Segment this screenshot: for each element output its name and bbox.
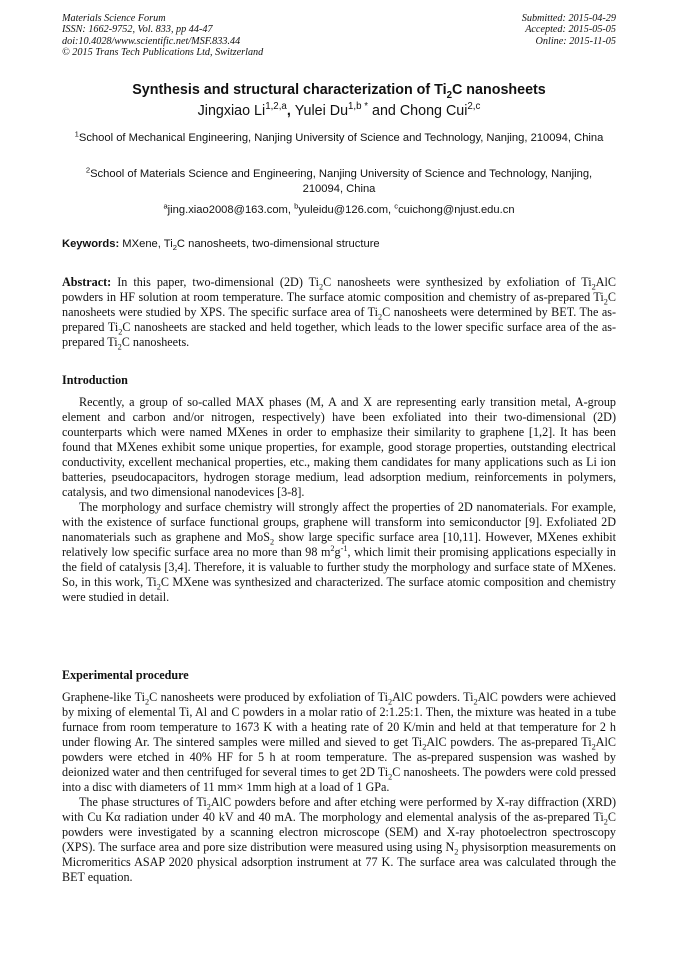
submitted-date: Submitted: 2015-04-29 xyxy=(521,13,616,24)
affiliation-1: $^1$School of Mechanical Engineering, Nanjing University of Science and Technology, Nanjing, 210094, China xyxy=(74,129,604,144)
journal-info xyxy=(62,13,263,59)
author-name: Jingxiao Li xyxy=(197,103,266,119)
affiliation-2: $^2$School of Materials Science and Engineering, Nanjing University of Science and Technology, Nanjing, 210094, China xyxy=(85,165,593,195)
email-link[interactable]: yuleidu@126.com, xyxy=(298,204,395,216)
paper-title: Synthesis and structural characterization of $Ti_2C$ nanosheets xyxy=(132,82,546,101)
paragraph: The phase structures of $Ti_2AlC$ powders before and after etching were performed by X-ray diffraction (XRD) with Cu Kα radiation under 40 kV and 40 mA. The morphology and elemental analysis of the as-prepared $Ti_2C$ powders were investigated by a scanning electron microscope (SEM) and X-ray photoelectron spectroscopy (XPS). The surface area and pore size distribution were measured using using $N_2$ physisorption measurements on Micromeritics ASAP 2020 physical adsorption instrument at 77 K. The surface area was calculated through the BET equation. xyxy=(62,795,616,884)
copyright-line: © 2015 Trans Tech Publications Ltd, Switzerland xyxy=(62,47,264,59)
email-link[interactable]: cuichong@njust.edu.cn xyxy=(398,204,515,216)
author-name: Yulei Du xyxy=(294,103,349,119)
author-emails: $^a$jing.xiao2008@163.com, $^b$yuleidu@126.com, $^c$cuichong@njust.edu.cn xyxy=(163,201,515,216)
dates-info xyxy=(522,13,616,47)
issn-line: ISSN: 1662-9752, Vol. 833, pp 44-47 xyxy=(62,24,213,36)
author-name: Chong Cui xyxy=(399,103,468,119)
email-link[interactable]: jing.xiao2008@163.com, xyxy=(167,204,295,216)
introduction-body xyxy=(62,395,616,605)
paragraph: Graphene-like $Ti_2C$ nanosheets were produced by exfoliation of $Ti_2AlC$ powders. $Ti_2AlC$ powders were achieved by mixing of elemental Ti, Al and C powders in a molar ratio of 2:1.25:1. Then, the mixture was heated in a tube furnace from room temperature to 1673 K with a heating rate of 20 K/min and held at that temperature for 2 h under flowing Ar. The sintered samples were milled and sieved to get $Ti_2AlC$ powders. The as-prepared $Ti_2AlC$ powders were etched in 40% HF for 5 h at room temperature. The as-prepared suspension was washed by deionized water and then centrifuged for several times to get 2D $Ti_2C$ nanosheets. The powders were cold pressed into a disc with diameters of 11 mm× 1mm high at a load of 1 GPa. xyxy=(62,690,617,794)
paragraph: Recently, a group of so-called MAX phases (M, A and X are representing early transition metal, A-group element and carbon and/or nitrogen, respectively) have been exfoliated into their two-dimensional (2D) counterparts which were named MXenes in order to emphasize their similarity to graphene [1,2]. It has been found that MXenes exhibit some unique properties, for example, good storage properties, outstanding electrical conductivity, excellent mechanical properties, etc., making them candidates for many applications such as Li ion batteries, pseudocapacitors, hydrogen storage medium, lead adsorption medium, reinforcements in polymers, catalysis, and two dimensional nanodevices [3-8]. xyxy=(62,395,616,499)
doi-line: doi:10.4028/www.scientific.net/MSF.833.44 xyxy=(62,35,241,47)
online-date: Online: 2015-11-05 xyxy=(535,35,616,47)
paragraph: The morphology and surface chemistry will strongly affect the properties of 2D nanomaterials. For example, with the existence of surface functional groups, graphene will transform into semiconductor [9]. Exfoliated 2D nanomaterials such as graphene and MoS$_2$ show large specific surface area [10,11]. However, MXenes exhibit relatively low specific surface area no more than 98 $m^2g^{-1}$, which limit their promising applications especially in the field of catalysis [3,4]. Therefore, it is valuable to further study the morphology and surface state of MXenes. So, in this work, $Ti_2C$ MXene was synthesized and characterized. The surface atomic composition and chemistry were studied in detail. xyxy=(62,500,617,604)
abstract: Abstract: In this paper, two-dimensional (2D) $Ti_2C$ nanosheets were synthesized by exfoliation of $Ti_2AlC$ powders in HF solution at room temperature. The surface atomic composition and chemistry of as-prepared $Ti_2C$ nanosheets were studied by XPS. The specific surface area of $Ti_2C$ nanosheets were determined by BET. The as-prepared $Ti_2C$ nanosheets are stacked and held together, which leads to the lower specific surface area of the as-prepared $Ti_2C$ nanosheets. xyxy=(62,275,616,352)
section-heading-introduction: Introduction xyxy=(62,373,128,387)
author-list: Jingxiao Li$^{1,2,a}$, Yulei $Du^{1,b *}$ and Chong Cui$^{2,c}$ xyxy=(197,101,481,119)
journal-name: Materials Science Forum xyxy=(62,13,166,24)
accepted-date: Accepted: 2015-05-05 xyxy=(525,24,616,36)
section-heading-experimental: Experimental procedure xyxy=(62,668,189,682)
experimental-body xyxy=(62,690,616,885)
keywords: Keywords: MXene, $Ti_2C$ nanosheets, two-dimensional structure xyxy=(62,238,380,253)
